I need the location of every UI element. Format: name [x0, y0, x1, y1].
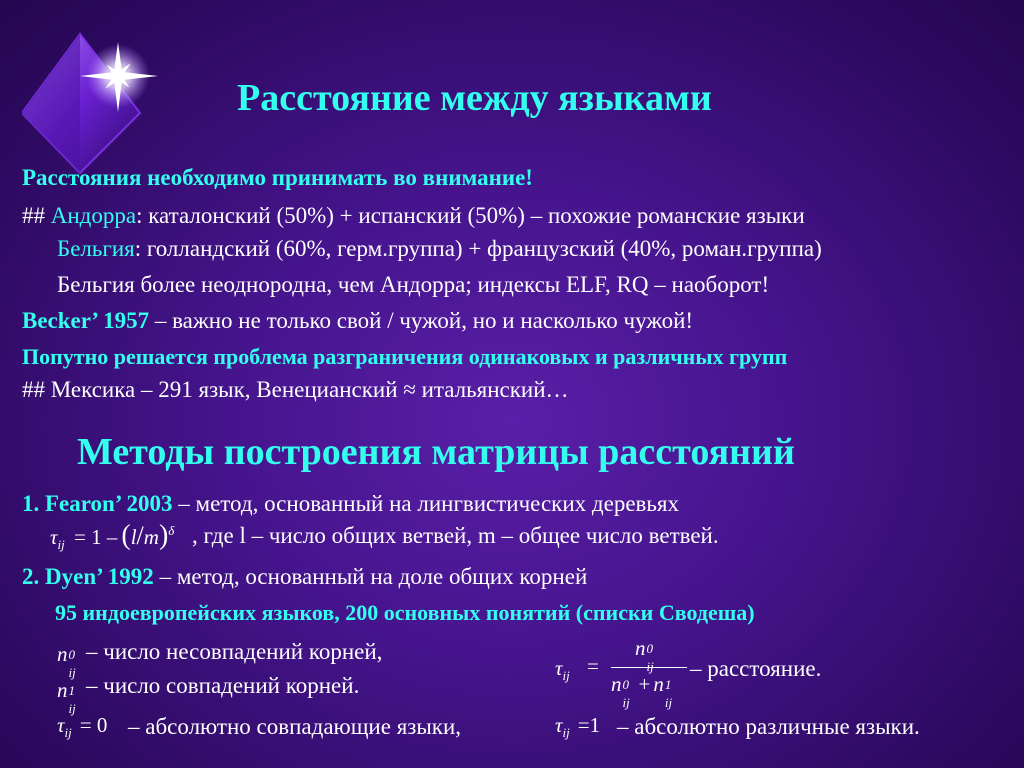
paragraph-4: Бельгия более неоднородна, чем Андорра; индексы ELF, RQ – наоборот!: [57, 272, 770, 297]
p2-country: Андорра: [50, 203, 137, 228]
distance-formula: $\tau_{ij}$ = n 0 n 0 ij + n 1 ij: [555, 630, 715, 702]
tau-one-text: – абсолютно различные языки.: [617, 714, 920, 739]
p3-rest: : голландский (60%, герм.группа) + французский (40%, роман.группа): [134, 236, 822, 261]
fearon-formula-text: , где l – число общих ветвей, m – общее число ветвей.: [192, 523, 719, 548]
p5-rest: – важно не только свой / чужой, но и насколько чужой!: [149, 308, 694, 333]
method-1: [22, 491, 679, 517]
n0-text: – число несовпадений корней,: [86, 639, 383, 664]
paragraph-5: [22, 308, 693, 334]
paragraph-6: Попутно решается проблема разграничения одинаковых и различных групп: [22, 344, 788, 369]
m1-ref: 1. Fearon’ 2003: [22, 491, 173, 516]
distance-text: – расстояние.: [690, 656, 822, 681]
tau-one-formula: $\tau_{ij} =1$: [555, 713, 601, 740]
n0-symbol: n 0 ij: [57, 642, 76, 680]
m2-rest: – метод, основанный на доле общих корней: [153, 564, 588, 589]
paragraph-3: [57, 236, 822, 262]
p2-prefix: ##: [22, 203, 51, 228]
m1-rest: – метод, основанный на лингвистических деревьях: [172, 491, 679, 516]
paragraph-7: ## Мексика – 291 язык, Венецианский ≈ итальянский…: [22, 377, 569, 402]
slide-title: Расстояние между языками: [237, 77, 712, 119]
paragraph-2: [22, 203, 805, 229]
n1-text: – число совпадений корней.: [86, 673, 360, 698]
section-heading: Методы построения матрицы расстояний: [77, 431, 795, 473]
method-2: [22, 564, 587, 590]
fearon-formula: $\tau_{ij} = 1 - (l/m)^\delta$: [50, 520, 175, 552]
m2-ref: 2. Dyen’ 1992: [22, 564, 154, 589]
tau-zero-text: – абсолютно совпадающие языки,: [128, 714, 462, 739]
tau-zero-formula: $\tau_{ij} = 0$: [57, 713, 108, 740]
method-2-line-2: 95 индоевропейских языков, 200 основных понятий (списки Сводеша): [55, 600, 755, 625]
p2-rest: : каталонский (50%) + испанский (50%) – похожие романские языки: [136, 203, 805, 228]
p3-country: Бельгия: [57, 236, 135, 261]
n1-symbol: n 1 ij: [57, 678, 76, 716]
paragraph-1: Расстояния необходимо принимать во внимание!: [22, 165, 533, 190]
p5-ref: Becker’ 1957: [22, 308, 150, 333]
